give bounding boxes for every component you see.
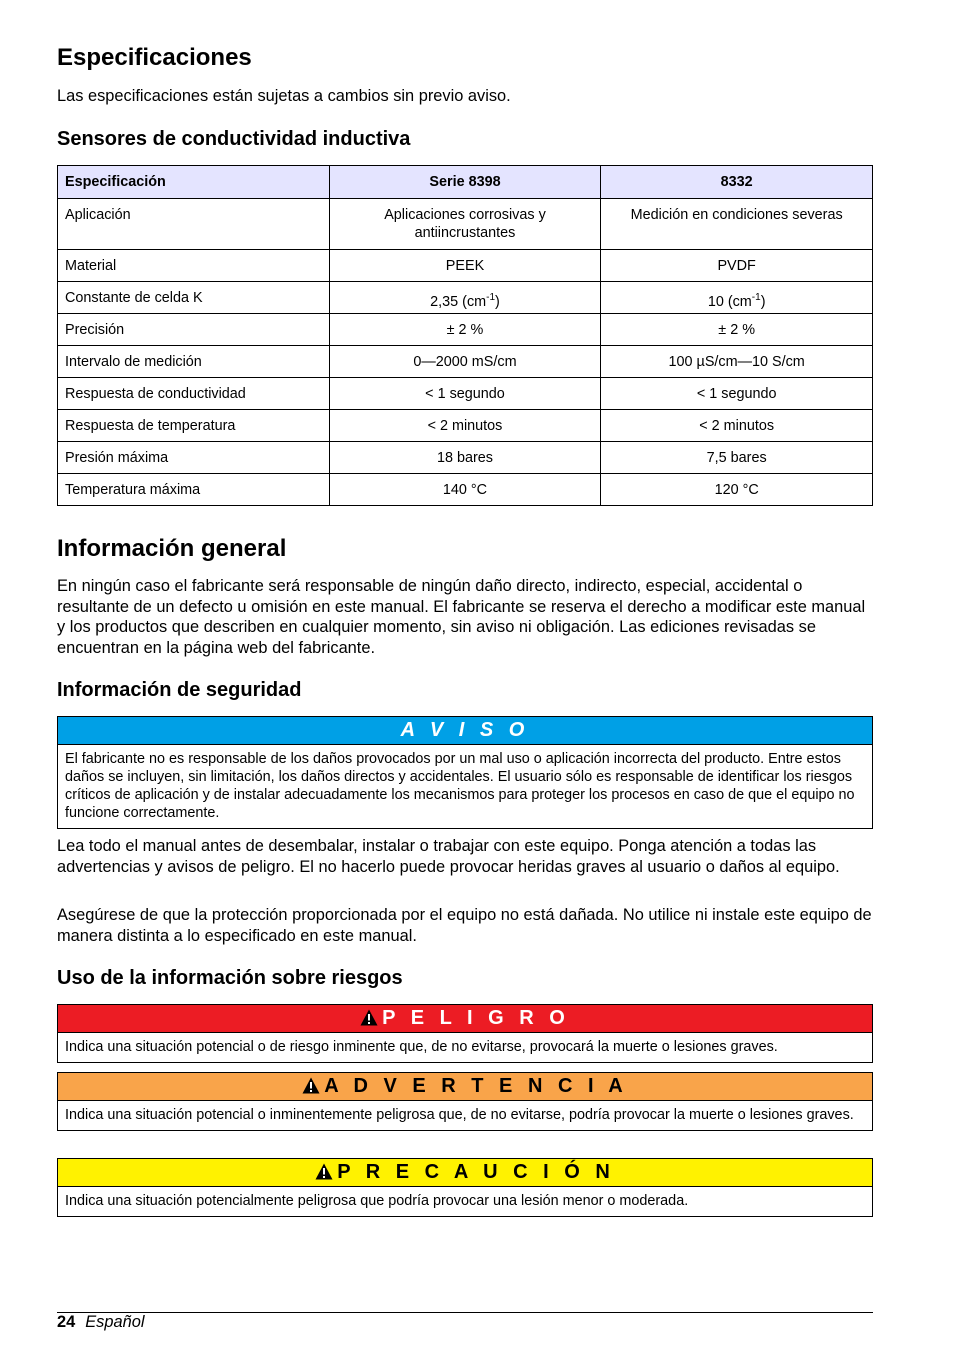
table-cell: ± 2 % (601, 314, 873, 346)
table-row (58, 410, 873, 442)
warning-triangle-icon (302, 1075, 320, 1102)
peligro-header (58, 1005, 872, 1033)
peligro-label: P E L I G R O (382, 1007, 570, 1029)
peligro-text: Indica una situación potencial o de riesgo inminente que, de no evitarse, provocará la muerte o lesiones graves. (65, 1039, 778, 1055)
table-cell: Respuesta de temperatura (58, 410, 330, 442)
table-cell: Temperatura máxima (58, 474, 330, 506)
table-header-cell: Especificación (58, 166, 330, 199)
table-cell (601, 282, 873, 314)
table-cell: PEEK (329, 250, 601, 282)
precaucion-label: P R E C A U C I Ó N (337, 1161, 615, 1183)
table-cell: < 1 segundo (601, 378, 873, 410)
warning-triangle-icon (315, 1161, 333, 1188)
table-cell: Material (58, 250, 330, 282)
general-paragraph: En ningún caso el fabricante será responsable de ningún daño directo, indirecto, especial, accidental o resultante de un defecto u omisión en este manual. El fabricante se reserva el derecho a modificar este manual y los productos que describen en cualquier momento, sin aviso ni obligación. Las ediciones revisadas se encuentran en la página web del fabricante. (57, 577, 866, 657)
spec-table (57, 165, 873, 506)
aviso-notice (57, 716, 873, 829)
warning-triangle-icon (360, 1007, 378, 1034)
section-heading-hazard: Uso de la información sobre riesgos (57, 967, 403, 989)
table-row (58, 314, 873, 346)
table-row (58, 474, 873, 506)
table-cell: Presión máxima (58, 442, 330, 474)
table-cell: Aplicación (58, 199, 330, 250)
close-paren: ) (495, 293, 500, 310)
page-number: 24 (57, 1313, 76, 1331)
footer-divider (57, 1312, 873, 1313)
table-cell: 0—2000 mS/cm (329, 346, 601, 378)
table-cell: 7,5 bares (601, 442, 873, 474)
cell-constant-value: 10 (cm (707, 293, 752, 310)
aviso-header: A V I S O (58, 717, 872, 745)
precaucion-text: Indica una situación potencialmente peligrosa que podría provocar una lesión menor o moderada. (65, 1193, 689, 1209)
superscript: -1 (486, 292, 496, 303)
table-cell: Constante de celda K (58, 282, 330, 314)
table-cell: < 2 minutos (329, 410, 601, 442)
safety-paragraph-1: Lea todo el manual antes de desembalar, instalar o trabajar con este equipo. Ponga atención a todas las advertencias y avisos de peligro. El no hacerlo puede provocar heridas graves al usuario o daños al equipo. (57, 837, 840, 876)
table-cell: ± 2 % (329, 314, 601, 346)
close-paren: ) (760, 293, 766, 310)
table-row (58, 250, 873, 282)
peligro-notice (57, 1004, 873, 1063)
precaucion-header (58, 1159, 872, 1187)
spec-note: Las especificaciones están sujetas a cambios sin previo aviso. (57, 87, 511, 105)
advertencia-text: Indica una situación potencial o inminentemente peligrosa que, de no evitarse, podría provocar la muerte o lesiones graves. (65, 1107, 854, 1123)
table-cell: < 2 minutos (601, 410, 873, 442)
table-row (58, 442, 873, 474)
section-title-general: Información general (57, 535, 287, 562)
table-cell: 18 bares (329, 442, 601, 474)
advertencia-label: A D V E R T E N C I A (324, 1075, 628, 1097)
page-title: Especificaciones (57, 44, 252, 71)
table-header-cell: Serie 8398 (329, 166, 601, 199)
table-cell: Medición en condiciones severas (601, 199, 873, 250)
page-footer (57, 1312, 144, 1332)
safety-paragraph-2: Asegúrese de que la protección proporcionada por el equipo no está dañada. No utilice ni instale este equipo de manera distinta a lo especificado en este manual. (57, 906, 872, 945)
table-cell: PVDF (601, 250, 873, 282)
table-cell: 120 °C (601, 474, 873, 506)
advertencia-notice (57, 1072, 873, 1131)
table-cell (329, 282, 601, 314)
table-row (58, 199, 873, 250)
table-header-cell: 8332 (601, 166, 873, 199)
advertencia-header (58, 1073, 872, 1101)
section-heading-sensors: Sensores de conductividad inductiva (57, 128, 411, 150)
superscript: -1 (751, 292, 761, 303)
precaucion-notice (57, 1158, 873, 1217)
section-heading-safety: Información de seguridad (57, 679, 302, 701)
table-cell: 100 µS/cm—10 S/cm (601, 346, 873, 378)
table-cell: Respuesta de conductividad (58, 378, 330, 410)
cell-constant-value: 2,35 (cm (430, 293, 487, 310)
table-header-row (58, 166, 873, 199)
table-row (58, 378, 873, 410)
table-cell: < 1 segundo (329, 378, 601, 410)
aviso-text: El fabricante no es responsable de los daños provocados por un mal uso o aplicación incorrecta del producto. Entre estos daños se incluyen, sin limitación, los daños directos y accidentales. El usuario sólo es responsable de identificar los riesgos críticos de aplicación y de instalar adecuadamente los mecanismos para proteger los procesos en caso de que el equipo no funcione correctamente. (65, 751, 855, 821)
footer-language: Español (85, 1313, 145, 1331)
table-cell: Intervalo de medición (58, 346, 330, 378)
table-row (58, 282, 873, 314)
table-cell: 140 °C (329, 474, 601, 506)
table-cell: Precisión (58, 314, 330, 346)
table-row (58, 346, 873, 378)
table-cell: Aplicaciones corrosivas y antiincrustantes (329, 199, 601, 250)
